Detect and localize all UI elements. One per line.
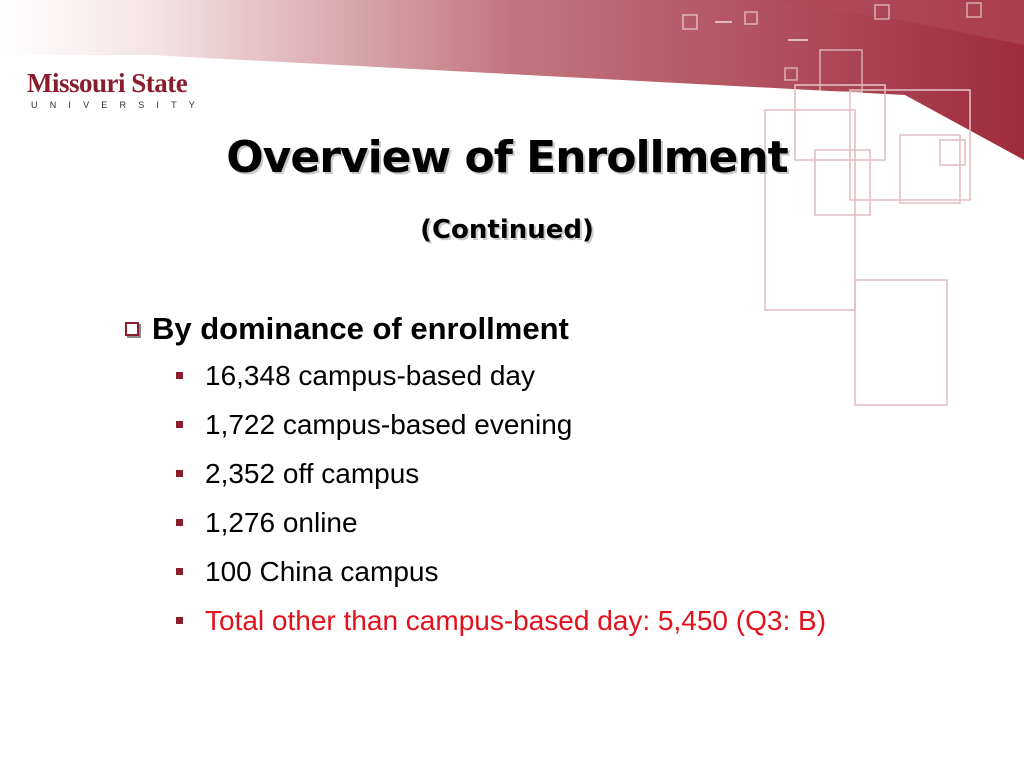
slide-content	[122, 307, 826, 645]
list-item	[176, 351, 826, 400]
highlight-item-text: Total other than campus-based day: 5,450 (Q3: B)	[205, 604, 827, 636]
highlight-item	[176, 596, 826, 645]
university-logo	[27, 70, 207, 110]
main-bullet	[122, 307, 826, 351]
list-item-text: 1,722 campus-based evening	[205, 408, 573, 440]
box-bullet-icon	[125, 322, 139, 336]
square-bullet-icon	[176, 372, 183, 379]
list-item	[176, 547, 826, 596]
list-item-text: 16,348 campus-based day	[205, 359, 535, 391]
list-item-text: 2,352 off campus	[205, 457, 420, 489]
enrollment-list	[122, 351, 826, 645]
list-item-text: 100 China campus	[205, 555, 439, 587]
slide-subtitle: (Continued)	[420, 215, 594, 245]
main-bullet-text: By dominance of enrollment	[152, 311, 569, 346]
slide-title: Overview of Enrollment	[226, 132, 788, 183]
square-bullet-icon	[176, 470, 183, 477]
list-item	[176, 400, 826, 449]
logo-wordmark: Missouri State	[27, 68, 188, 98]
list-item	[176, 498, 826, 547]
square-bullet-icon	[176, 617, 183, 624]
list-item	[176, 449, 826, 498]
square-bullet-icon	[176, 568, 183, 575]
square-bullet-icon	[176, 519, 183, 526]
square-bullet-icon	[176, 421, 183, 428]
list-item-text: 1,276 online	[205, 506, 358, 538]
logo-subtext: UNIVERSITY	[31, 100, 208, 110]
